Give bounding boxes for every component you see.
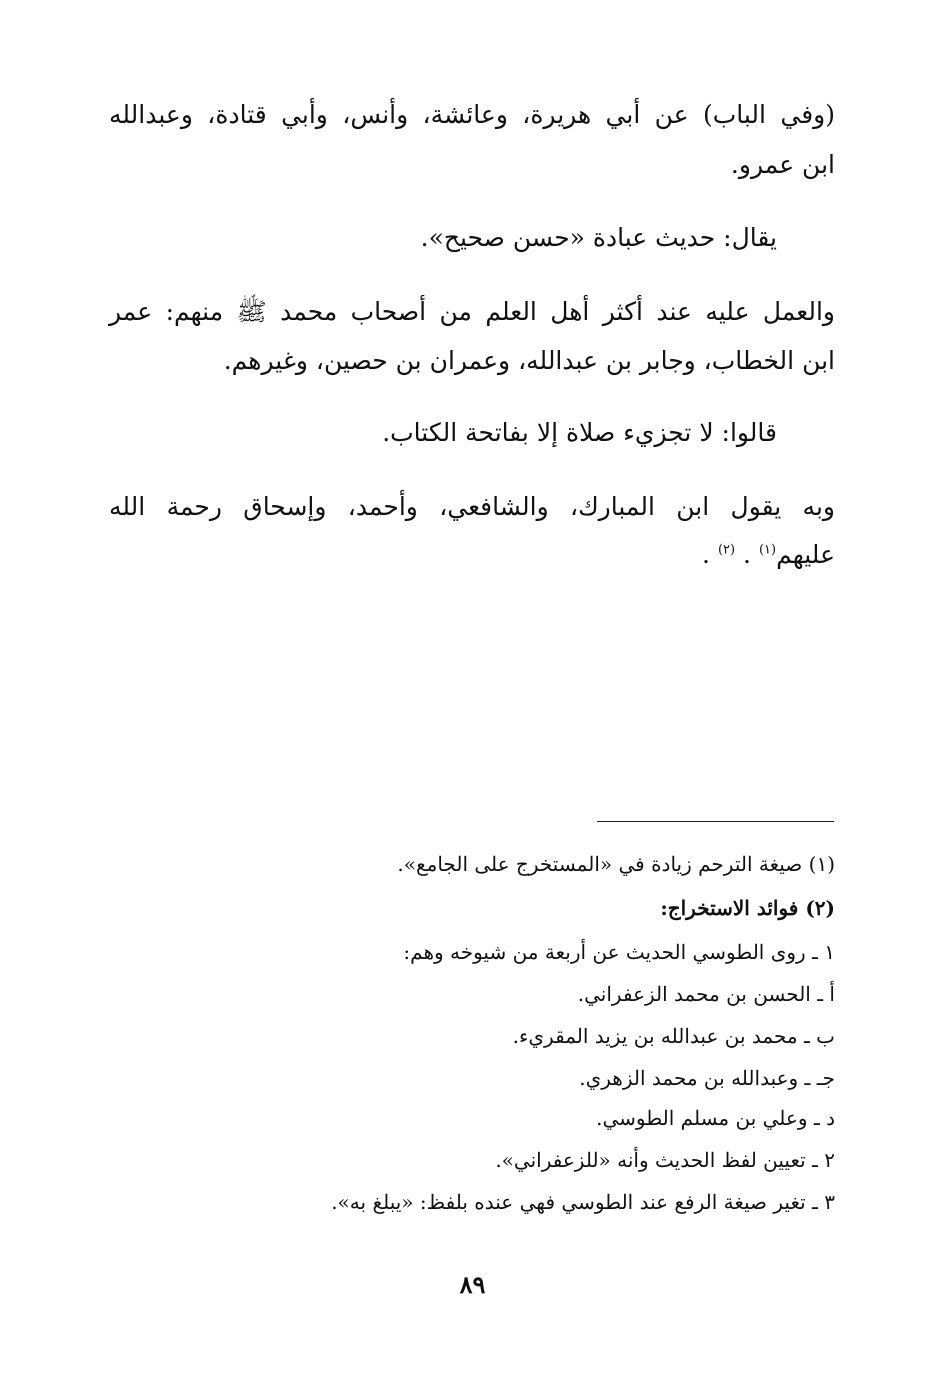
body-text: .	[743, 540, 751, 569]
page-number: ٨٩	[459, 1270, 486, 1299]
footnote-ref-2[interactable]: (٢)	[717, 542, 736, 558]
footnote-marker: (٢)	[805, 896, 835, 920]
footnote-item: ١ ـ روى الطوسي الحديث عن أربعة من شيوخه وهم:	[403, 940, 835, 964]
footnote-item: ٢ ـ تعيين لفظ الحديث وأنه «للزعفراني».	[495, 1148, 835, 1172]
body-text: عليهم	[776, 540, 835, 569]
body-line-with-refs	[702, 540, 835, 569]
body-line: يقال: حديث عبادة «حسن صحيح».	[420, 223, 777, 252]
body-line: ابن عمرو.	[730, 150, 835, 179]
footnote-text: صيغة الترحم زيادة في «المستخرج على الجامع».	[397, 852, 803, 876]
footnote-separator	[597, 821, 834, 822]
footnote-item: أ ـ الحسن بن محمد الزعفراني.	[577, 982, 835, 1006]
footnote-item: ب ـ محمد بن عبدالله بن يزيد المقريء.	[512, 1024, 835, 1048]
footnote-item: ٣ ـ تغير صيغة الرفع عند الطوسي فهي عنده بلفظ: «يبلغ به».	[331, 1190, 835, 1214]
body-line: ابن الخطاب، وجابر بن عبدالله، وعمران بن حصين، وغيرهم.	[223, 346, 835, 375]
footnote-item: جـ ـ وعبدالله بن محمد الزهري.	[579, 1066, 835, 1090]
footnote-item: د ـ وعلي بن مسلم الطوسي.	[596, 1106, 835, 1130]
body-line: قالوا: لا تجزيء صلاة إلا بفاتحة الكتاب.	[382, 418, 777, 447]
body-line: والعمل عليه عند أكثر أهل العلم من أصحاب محمد ﷺ منهم: عمر	[109, 297, 835, 326]
footnote-2	[660, 896, 835, 920]
body-text: .	[702, 540, 710, 569]
body-line: وبه يقول ابن المبارك، والشافعي، وأحمد، وإسحاق رحمة الله	[109, 492, 835, 521]
body-line: (وفي الباب) عن أبي هريرة، وعائشة، وأنس، وأبي قتادة، وعبدالله	[109, 100, 835, 129]
footnote-1	[397, 852, 835, 876]
footnote-text: فوائد الاستخراج:	[660, 896, 799, 920]
footnote-ref-1[interactable]: (١)	[758, 542, 777, 558]
footnote-marker: (١)	[808, 852, 835, 876]
